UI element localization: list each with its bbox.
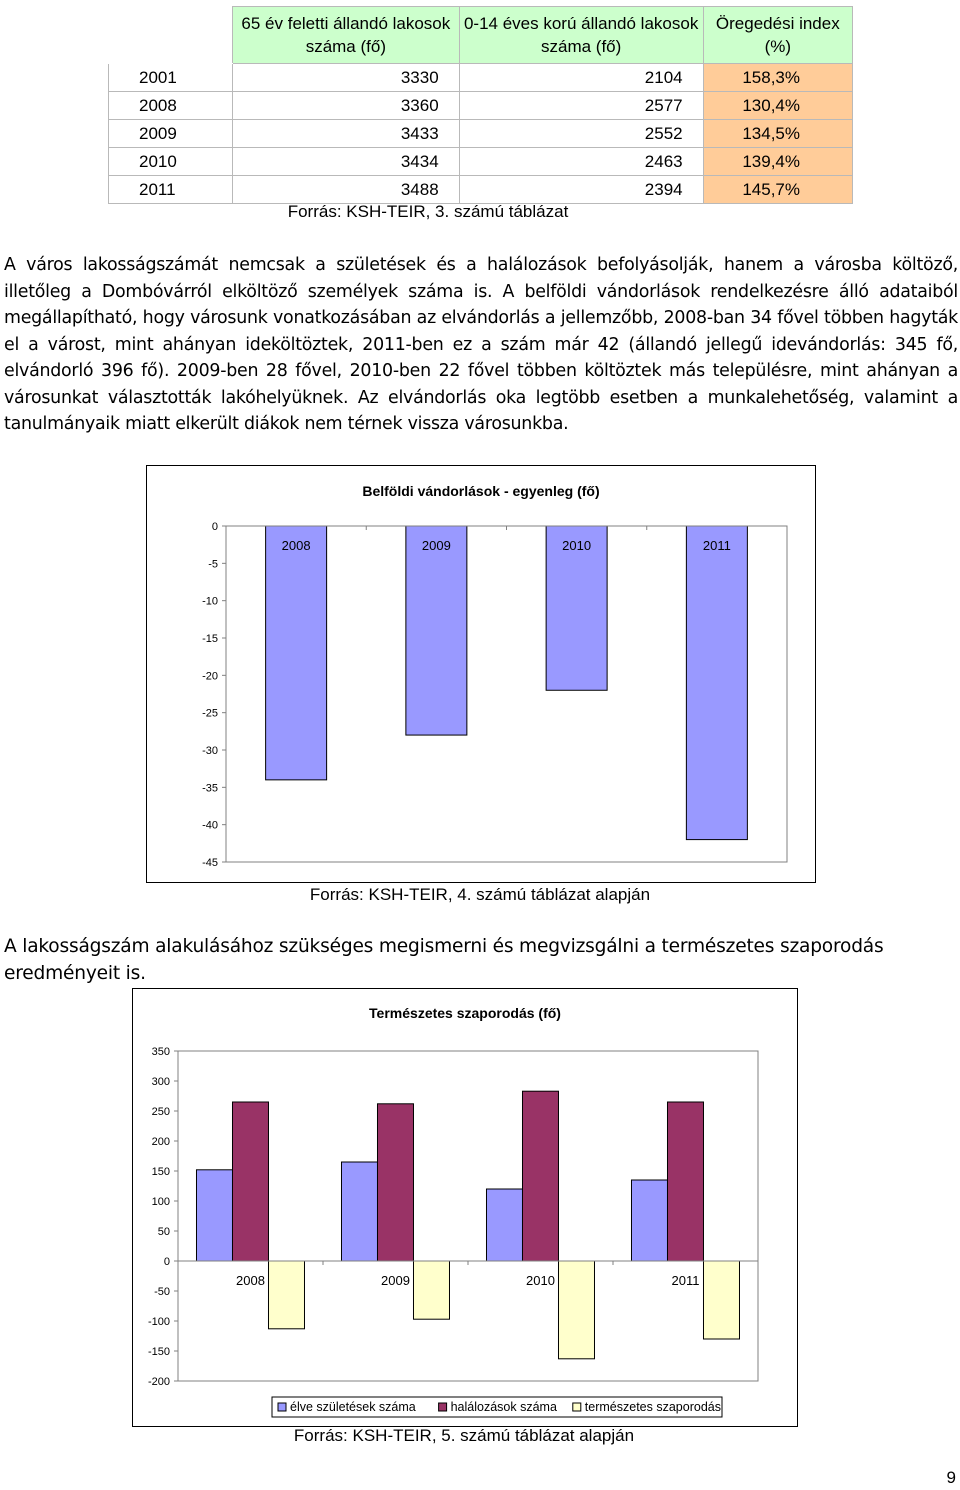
table-cell-index: 139,4% — [703, 148, 852, 176]
migration-chart-svg — [147, 466, 815, 882]
table-cell: 2394 — [459, 176, 703, 204]
natural-increase-paragraph: A lakosságszám alakulásához szükséges megismerni és megvizsgálni a természetes szaporodás eredményeit is. — [4, 936, 884, 984]
bar — [486, 1189, 522, 1261]
table-header-cell: 65 év feletti állandó lakosok száma (fő) — [233, 7, 460, 64]
table-cell: 2577 — [459, 92, 703, 120]
table-header-cell: 0-14 éves korú állandó lakosok száma (fő) — [459, 7, 703, 64]
y-tick-label: 300 — [151, 1076, 170, 1088]
legend-label: halálozások száma — [450, 1400, 557, 1414]
y-tick-label: -200 — [147, 1376, 170, 1388]
y-tick-label: 200 — [151, 1136, 170, 1148]
chart-title: Belföldi vándorlások - egyenleg (fő) — [362, 483, 600, 499]
chart-title: Természetes szaporodás (fő) — [369, 1005, 561, 1021]
y-tick-label: -25 — [202, 707, 218, 720]
y-tick-label: -35 — [202, 782, 218, 795]
y-tick-label: -15 — [202, 633, 218, 645]
natural-increase-chart — [132, 988, 798, 1427]
bar — [686, 526, 747, 840]
migration-paragraph: A város lakosságszámát nemcsak a születések és a halálozások befolyásolják, hanem a városba költöző, illetőleg a Dombóvárról elköltöző személyek száma is. A belföldi vándorlások rendelkezésre álló adataiból megállapítható, hogy városunk vonatkozásában az elvándorlás a jellemzőbb, 2008-ban 34 fővel többen hagyták el a várost, mint ahányan ideköltöztek, 2011-ben ez a szám már 42 (állandó jellegű idevándorlás: 345 fő, elvándorló 396 fő). 2009-ben 28 fővel, 2010-ben 22 fővel többen költöztek más településre, mint ahányan a városunkat választották lakóhelyüknek. Az elvándorlás oka legtöbb esetben a munkalehetőség, valamint a tanulmányaik miatt elkerült diákok nem térnek vissza városunkba. — [4, 255, 958, 434]
bar — [667, 1102, 703, 1261]
y-tick-label: -100 — [147, 1316, 170, 1328]
y-tick-label: -40 — [202, 819, 218, 832]
bar — [266, 526, 327, 780]
table-cell: 2104 — [459, 64, 703, 92]
table-header-row — [109, 7, 853, 64]
table-row — [109, 120, 853, 148]
legend-swatch — [439, 1403, 447, 1411]
table-row — [109, 64, 853, 92]
bar — [558, 1261, 594, 1359]
table-cell-year: 2008 — [109, 92, 233, 120]
y-tick-label: 350 — [151, 1046, 170, 1058]
natural-increase-chart-svg — [133, 989, 797, 1426]
bar — [268, 1261, 304, 1329]
table-header-cell — [109, 7, 233, 64]
chart1-source-caption: Forrás: KSH-TEIR, 4. számú táblázat alapján — [309, 885, 651, 904]
table-row — [109, 176, 853, 204]
y-tick-label: -50 — [154, 1286, 170, 1298]
y-tick-label: 0 — [163, 1256, 170, 1268]
bar — [232, 1102, 268, 1261]
x-tick-label: 2009 — [421, 538, 451, 553]
table-cell: 3330 — [233, 64, 460, 92]
page-number: 9 — [946, 1468, 956, 1487]
table-cell: 3433 — [233, 120, 460, 148]
bar — [377, 1104, 413, 1261]
y-tick-label: -30 — [202, 745, 218, 757]
table-cell-index: 145,7% — [703, 176, 852, 204]
table-cell: 2552 — [459, 120, 703, 148]
bar — [413, 1261, 449, 1319]
legend-label: élve születések száma — [290, 1400, 416, 1414]
bar — [406, 526, 467, 735]
table-cell-index: 130,4% — [703, 92, 852, 120]
y-tick-label: -45 — [202, 857, 218, 869]
x-tick-label: 2008 — [281, 538, 311, 553]
table-cell-year: 2001 — [109, 64, 233, 92]
bar — [631, 1180, 667, 1261]
migration-chart — [146, 465, 816, 883]
x-tick-label: 2010 — [526, 1273, 555, 1288]
table-cell-index: 158,3% — [703, 64, 852, 92]
y-tick-label: 150 — [151, 1166, 170, 1178]
bar — [341, 1162, 377, 1261]
table-cell: 3434 — [233, 148, 460, 176]
table-source-caption: Forrás: KSH-TEIR, 3. számú táblázat — [287, 202, 569, 221]
legend-swatch — [573, 1403, 581, 1411]
x-tick-label: 2008 — [236, 1273, 265, 1288]
table-cell: 2463 — [459, 148, 703, 176]
y-tick-label: -20 — [202, 670, 218, 683]
bar — [703, 1261, 739, 1339]
table-cell-year: 2009 — [109, 120, 233, 148]
legend-label: természetes szaporodás — [584, 1400, 721, 1414]
chart2-source-caption: Forrás: KSH-TEIR, 5. számú táblázat alapján — [293, 1426, 635, 1445]
y-tick-label: 100 — [151, 1196, 170, 1208]
y-tick-label: -150 — [147, 1346, 170, 1358]
table-cell-year: 2011 — [109, 176, 233, 204]
legend-swatch — [278, 1403, 286, 1411]
x-tick-label: 2009 — [381, 1273, 410, 1288]
table-row — [109, 148, 853, 176]
table-header-cell: Öregedési index (%) — [703, 7, 852, 64]
aging-index-table — [108, 6, 853, 204]
table-cell-index: 134,5% — [703, 120, 852, 148]
y-tick-label: 250 — [151, 1106, 170, 1118]
y-tick-label: 0 — [211, 521, 218, 533]
table-row — [109, 92, 853, 120]
y-tick-label: 50 — [157, 1226, 170, 1238]
table-cell-year: 2010 — [109, 148, 233, 176]
y-tick-label: -5 — [208, 558, 218, 571]
bar — [196, 1170, 232, 1261]
table-cell: 3488 — [233, 176, 460, 204]
x-tick-label: 2011 — [671, 1273, 700, 1288]
x-tick-label: 2010 — [562, 538, 592, 553]
x-tick-label: 2011 — [702, 538, 731, 553]
bar — [522, 1091, 558, 1261]
table-cell: 3360 — [233, 92, 460, 120]
y-tick-label: -10 — [202, 595, 218, 608]
